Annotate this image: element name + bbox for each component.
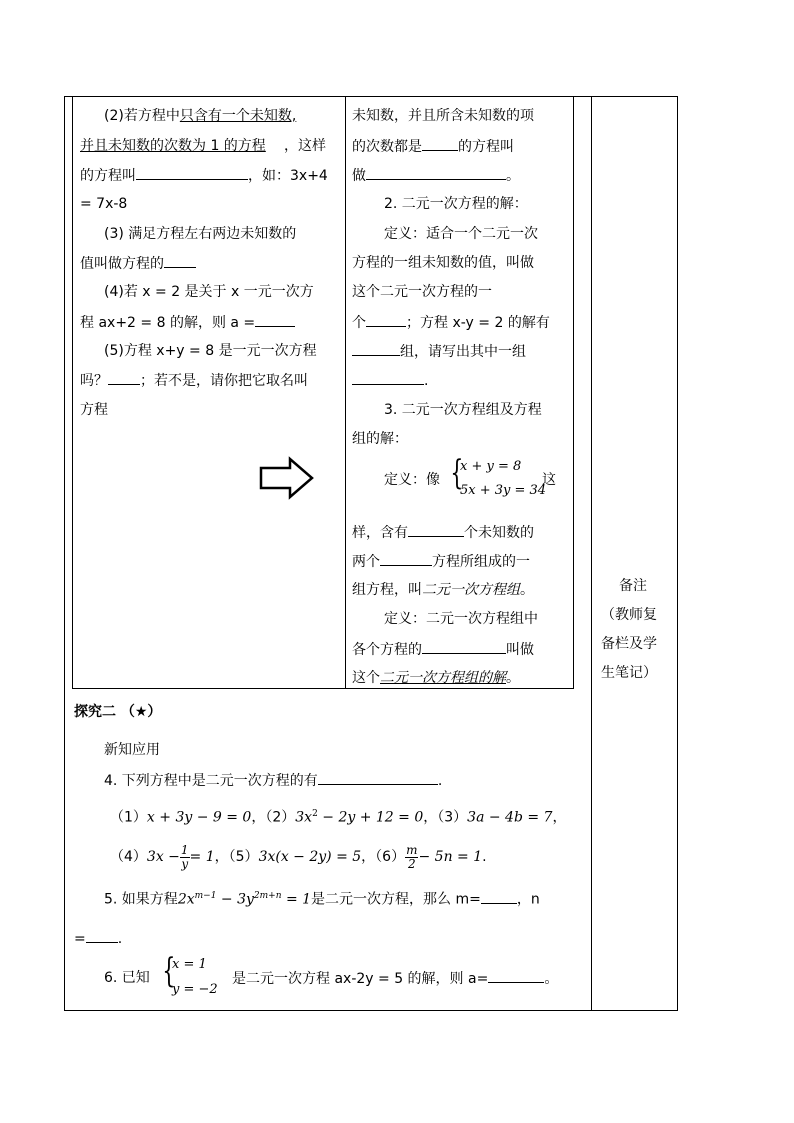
left-p5-line2: 吗？ ；若不是，请你把它取名叫 xyxy=(80,370,308,391)
answer-blank[interactable] xyxy=(352,341,400,356)
left-p2-line3: 的方程叫 ，如：3x+4 xyxy=(80,165,328,186)
section2-def-line4: 个 ；方程 x-y = 2 的解有 xyxy=(352,312,550,333)
section2-def-line3: 这个二元一次方程的一 xyxy=(352,284,492,300)
left-p4-line1: (4)若 x = 2 是关于 x 一元一次方 xyxy=(104,284,314,300)
section3-title: 3. 二元一次方程组及方程 xyxy=(384,402,542,418)
question-6-label: 6. 已知 xyxy=(104,970,150,986)
section2-def-line5: 组，请写出其中一组 xyxy=(352,341,526,362)
section3-zhe: 这 xyxy=(542,472,556,488)
question-6-eq1: x = 1 xyxy=(172,957,207,972)
section2-def-line6: . xyxy=(352,370,428,391)
section2-def-line1: 定义：适合一个二元一次 xyxy=(384,226,538,242)
inner-middle-divider xyxy=(345,96,346,689)
left-p2-line1: (2)若方程中只含有一个未知数, xyxy=(104,108,297,124)
section3-line3: 两个 方程所组成的一 xyxy=(352,551,530,572)
inner-left-border xyxy=(72,96,73,689)
answer-blank[interactable] xyxy=(488,968,544,983)
side-note-line4: 生笔记） xyxy=(601,665,657,681)
left-p2-line4: = 7x-8 xyxy=(80,196,128,212)
right-line2: 的次数都是 的方程叫 xyxy=(352,136,514,157)
side-note-line2: （教师复 xyxy=(601,607,657,623)
equation-system-brace: { xyxy=(450,453,464,493)
section2-def-line2: 方程的一组未知数的值，叫做 xyxy=(352,255,534,271)
answer-blank[interactable] xyxy=(366,312,406,327)
section3-line2: 样，含有 个未知数的 xyxy=(352,522,534,543)
side-column-divider xyxy=(591,96,592,1011)
answer-blank[interactable] xyxy=(108,370,140,385)
left-p4-line2: 程 ax+2 = 8 的解，则 a = xyxy=(80,312,295,333)
question-6-eq2: y = −2 xyxy=(172,982,218,997)
question-6-text: 是二元一次方程 ax-2y = 5 的解，则 a= 。 xyxy=(232,968,558,989)
left-p5-line1: (5)方程 x+y = 8 是一元一次方程 xyxy=(104,343,317,359)
right-arrow-icon xyxy=(258,456,316,500)
system-equation-1: x + y = 8 xyxy=(460,459,522,474)
answer-blank[interactable] xyxy=(366,165,506,180)
question-4: 4. 下列方程中是二元一次方程的有 . xyxy=(104,770,442,791)
answer-blank[interactable] xyxy=(481,889,517,904)
right-line3: 做 。 xyxy=(352,165,520,186)
section3-def2-line3: 这个二元一次方程组的解。 xyxy=(352,670,520,686)
inner-right-border xyxy=(573,96,574,689)
answer-blank[interactable] xyxy=(86,928,118,943)
answer-blank[interactable] xyxy=(422,639,506,654)
side-note-line3: 备栏及学 xyxy=(601,636,657,652)
question-6-brace: { xyxy=(162,951,176,991)
section3-title-line2: 组的解： xyxy=(352,431,408,447)
outer-left-border xyxy=(64,96,65,1011)
outer-right-border xyxy=(677,96,678,1011)
question-5-line2: = . xyxy=(74,928,122,949)
question-4-options-row1: （1）x + 3y − 9 = 0，$(2)3x^2 - 2y + 12 = 0$，（3）3a − 4b = 7， xyxy=(110,809,567,826)
answer-blank[interactable] xyxy=(136,165,248,180)
outer-bottom-border xyxy=(64,1010,678,1011)
system-equation-2: 5x + 3y = 34 xyxy=(460,483,547,498)
left-p3-line2: 值叫做方程的 xyxy=(80,253,196,274)
answer-blank[interactable] xyxy=(164,253,196,268)
left-p5-line3: 方程 xyxy=(80,402,108,418)
outer-top-border xyxy=(64,96,678,97)
answer-blank[interactable] xyxy=(422,136,458,151)
answer-blank[interactable] xyxy=(408,522,464,537)
answer-blank[interactable] xyxy=(380,551,432,566)
answer-blank[interactable] xyxy=(352,370,424,385)
section3-line4: 组方程，叫二元一次方程组。 xyxy=(352,582,534,598)
answer-blank[interactable] xyxy=(255,312,295,327)
question-4-options-row2: （4）3x − $\frac{1}{y}$ = 1，（5）3x(x − 2y) = 5，（6） $\frac{m}{2}$ − 5n = 1. xyxy=(110,842,487,871)
answer-blank[interactable] xyxy=(318,770,438,785)
question-5: 5. 如果方程$2x^{m-1} - 3y^{2m+n} = 1$是二元一次方程，那么 m= ，n xyxy=(104,886,540,910)
side-note-line1: 备注 xyxy=(619,578,647,594)
inner-bottom-border xyxy=(72,688,574,689)
left-p3-line1: (3) 满足方程左右两边未知数的 xyxy=(104,226,297,242)
explore-subtitle: 新知应用 xyxy=(104,742,160,758)
section3-def-label: 定义：像 xyxy=(384,472,440,488)
left-p2-line2-underlined: 并且未知数的次数为 1 的方程 xyxy=(80,138,266,154)
explore-title: 探究二 （★） xyxy=(74,704,162,720)
right-line1: 未知数，并且所含未知数的项 xyxy=(352,108,534,124)
section3-def2-line2: 各个方程的 叫做 xyxy=(352,639,534,660)
left-p2-line2-end: ，这样 xyxy=(284,138,326,154)
section3-def2-line1: 定义：二元一次方程组中 xyxy=(384,611,538,627)
section2-title: 2. 二元一次方程的解： xyxy=(384,196,528,212)
